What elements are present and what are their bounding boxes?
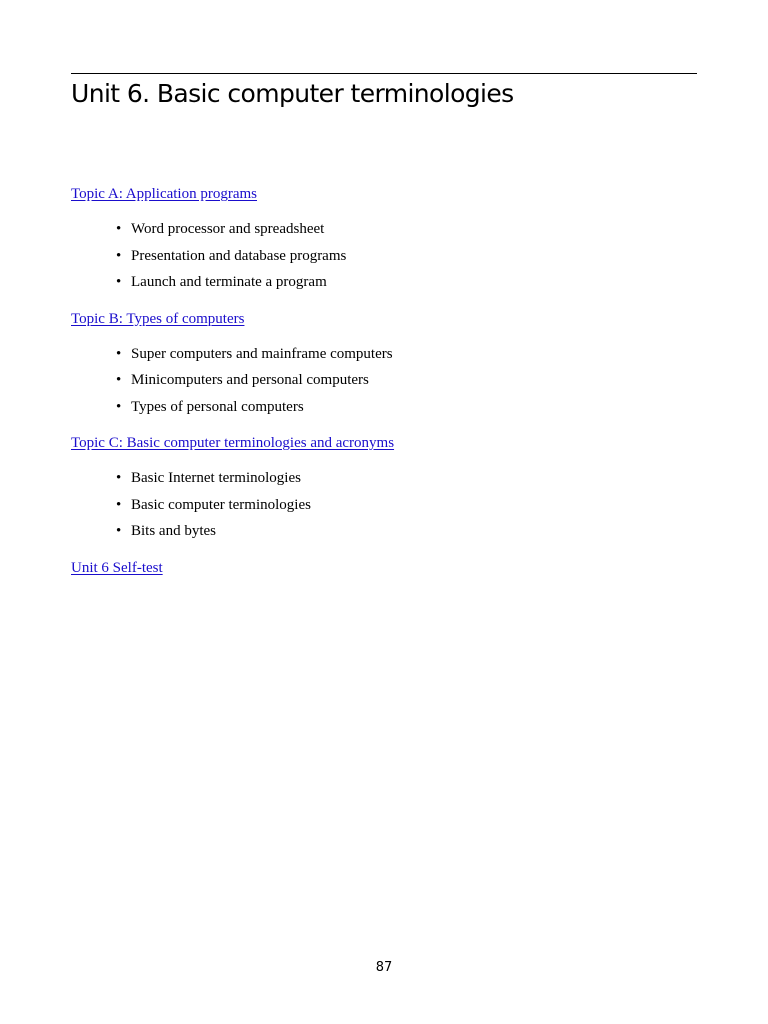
self-test-section	[71, 557, 697, 579]
bullet-icon: •	[116, 496, 122, 513]
list-item-text: Super computers and mainframe computers	[131, 345, 393, 362]
list-item	[116, 465, 697, 492]
topic-a-list	[71, 216, 697, 296]
bullet-icon: •	[116, 372, 122, 388]
topic-b-list	[71, 341, 697, 421]
bullet-icon: •	[116, 523, 122, 539]
topic-c-list	[71, 465, 697, 545]
unit-title: Unit 6. Basic computer terminologies	[71, 79, 514, 108]
topic-b-section	[71, 308, 697, 421]
list-item	[116, 341, 697, 368]
list-item-text: Word processor and spreadsheet	[131, 221, 325, 237]
list-item-text: Minicomputers and personal computers	[131, 372, 369, 388]
topic-a-section	[71, 183, 697, 296]
topic-c-section	[71, 432, 697, 545]
page-number: 87	[375, 960, 393, 975]
list-item	[116, 243, 697, 270]
bullet-icon: •	[116, 398, 122, 415]
list-item	[116, 367, 697, 394]
list-item-text: Basic computer terminologies	[131, 496, 311, 513]
bullet-icon: •	[116, 274, 122, 290]
list-item	[116, 492, 697, 519]
topic-outline	[71, 183, 697, 590]
list-item	[116, 216, 697, 243]
list-item	[116, 269, 697, 296]
list-item	[116, 518, 697, 545]
list-item-text: Presentation and database programs	[131, 247, 347, 264]
title-top-rule	[71, 73, 697, 74]
list-item-text: Launch and terminate a program	[131, 274, 327, 290]
bullet-icon: •	[116, 470, 122, 486]
bullet-icon: •	[116, 221, 122, 237]
self-test-link[interactable]: Unit 6 Self-test	[71, 559, 163, 576]
topic-b-link[interactable]: Topic B: Types of computers	[71, 310, 245, 327]
bullet-icon: •	[116, 247, 122, 264]
list-item-text: Basic Internet terminologies	[131, 470, 301, 486]
bullet-icon: •	[116, 345, 122, 362]
list-item-text: Bits and bytes	[131, 523, 216, 539]
list-item	[116, 394, 697, 421]
topic-a-link[interactable]: Topic A: Application programs	[71, 186, 258, 202]
list-item-text: Types of personal computers	[131, 398, 304, 415]
topic-c-link[interactable]: Topic C: Basic computer terminologies and acronyms	[71, 435, 395, 451]
